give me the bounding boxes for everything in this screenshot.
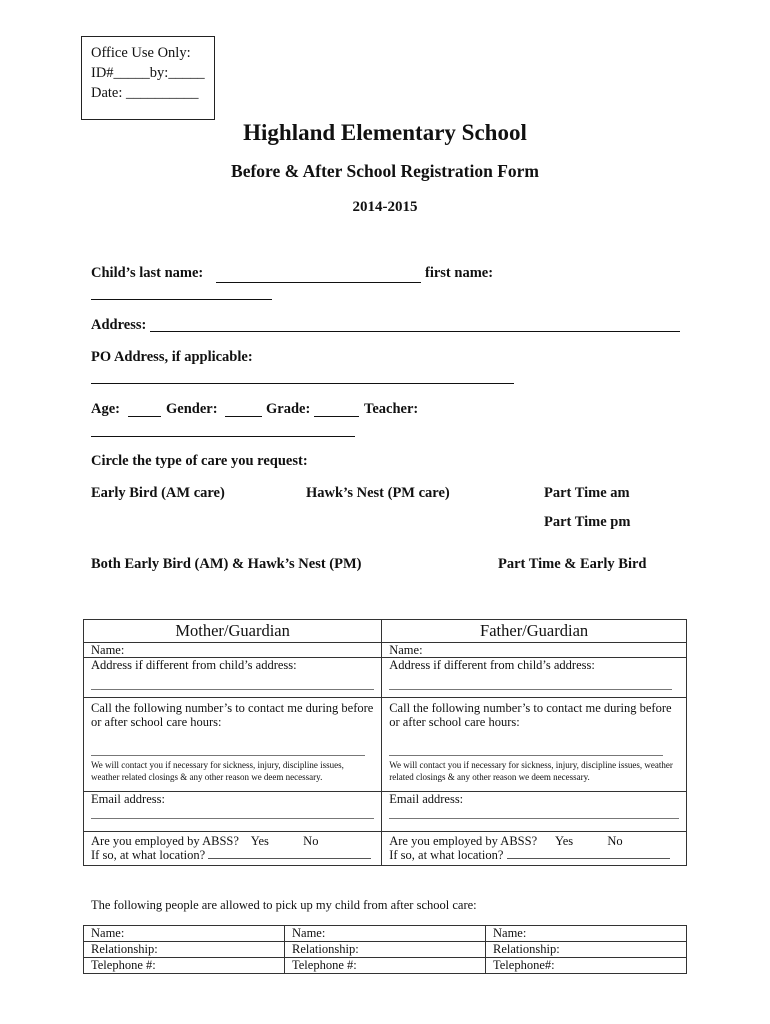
mother-phone-line[interactable] [91,755,365,756]
mother-address-cell[interactable] [84,658,382,698]
gender-label: Gender: [166,401,218,417]
pickup-relationship-3[interactable]: Relationship: [486,942,687,958]
po-address-input[interactable] [91,383,514,384]
father-address-line[interactable] [389,689,672,690]
address-input[interactable] [150,331,680,332]
po-address-label: PO Address, if applicable: [91,349,253,365]
pickup-table [83,925,687,974]
care-option-early-bird[interactable]: Early Bird (AM care) [91,485,225,501]
father-contact-cell[interactable] [382,698,687,792]
care-option-both[interactable]: Both Early Bird (AM) & Hawk’s Nest (PM) [91,556,362,572]
mother-employed-no[interactable]: No [303,834,319,848]
mother-location-line[interactable] [208,858,371,859]
father-location-label: If so, at what location? [389,848,504,862]
father-email-label: Email address: [389,792,464,806]
father-address-label: Address if different from child’s address: [389,658,595,672]
school-title: Highland Elementary School [243,120,527,145]
mother-location-label: If so, at what location? [91,848,206,862]
father-employed-question: Are you employed by ABSS? [389,834,538,848]
father-address-cell[interactable] [382,658,687,698]
pickup-telephone-3[interactable]: Telephone#: [486,958,687,974]
mother-contact-notice: We will contact you if necessary for sickness, injury, discipline issues, weather related closings & any other reason we deem necessary. [91,760,344,782]
father-email-cell[interactable] [382,792,687,832]
mother-email-label: Email address: [91,792,165,806]
first-name-input[interactable] [91,299,272,300]
office-id-field[interactable]: ID#_____by:_____ [91,65,205,81]
pickup-intro: The following people are allowed to pick up my child from after school care: [91,898,477,912]
child-last-name-input[interactable] [216,282,421,283]
address-label: Address: [91,317,147,333]
father-employment-cell[interactable] [382,832,687,866]
office-use-box [81,36,215,120]
gender-input[interactable] [225,416,262,417]
teacher-label: Teacher: [364,401,419,417]
father-employed-no[interactable]: No [607,834,623,848]
care-option-part-time-am[interactable]: Part Time am [544,485,630,501]
teacher-input[interactable] [91,436,355,437]
pickup-name-1[interactable]: Name: [84,926,285,942]
care-option-part-time-pm[interactable]: Part Time pm [544,514,631,530]
father-name-field[interactable]: Name: [382,643,687,658]
father-phone-line[interactable] [389,755,663,756]
office-date-field[interactable]: Date: __________ [91,85,199,101]
pickup-telephone-2[interactable]: Telephone #: [285,958,486,974]
mother-address-line[interactable] [91,689,374,690]
school-year: 2014-2015 [352,199,418,215]
guardian-table [83,619,687,866]
mother-employed-yes[interactable]: Yes [250,834,269,848]
mother-name-field[interactable]: Name: [84,643,382,658]
care-option-part-time-early-bird[interactable]: Part Time & Early Bird [498,556,647,572]
father-guardian-heading: Father/Guardian [382,620,687,643]
mother-employment-cell[interactable] [84,832,382,866]
mother-email-line[interactable] [91,818,374,819]
first-name-label: first name: [425,265,494,281]
mother-address-label: Address if different from child’s address: [91,658,297,672]
pickup-name-3[interactable]: Name: [486,926,687,942]
care-prompt: Circle the type of care you request: [91,453,308,469]
grade-input[interactable] [314,416,359,417]
age-label: Age: [91,401,120,417]
pickup-relationship-2[interactable]: Relationship: [285,942,486,958]
mother-employed-question: Are you employed by ABSS? [91,834,239,848]
mother-guardian-heading: Mother/Guardian [84,620,382,643]
age-input[interactable] [128,416,161,417]
mother-contact-label: Call the following number’s to contact me during before or after school care hours: [91,701,374,729]
child-last-name-label: Child’s last name: [91,265,204,281]
father-email-line[interactable] [389,818,679,819]
pickup-telephone-1[interactable]: Telephone #: [84,958,285,974]
office-use-label: Office Use Only: [91,45,191,61]
care-option-hawks-nest[interactable]: Hawk’s Nest (PM care) [306,485,450,501]
mother-email-cell[interactable] [84,792,382,832]
father-contact-notice: We will contact you if necessary for sickness, injury, discipline issues, weather related closings & any other reason we deem necessary. [389,760,673,782]
pickup-name-2[interactable]: Name: [285,926,486,942]
father-contact-label: Call the following number’s to contact me during before or after school care hours: [389,701,672,729]
father-location-line[interactable] [507,858,670,859]
father-employed-yes[interactable]: Yes [554,834,574,848]
pickup-relationship-1[interactable]: Relationship: [84,942,285,958]
grade-label: Grade: [266,401,311,417]
form-title: Before & After School Registration Form [231,161,539,181]
mother-contact-cell[interactable] [84,698,382,792]
